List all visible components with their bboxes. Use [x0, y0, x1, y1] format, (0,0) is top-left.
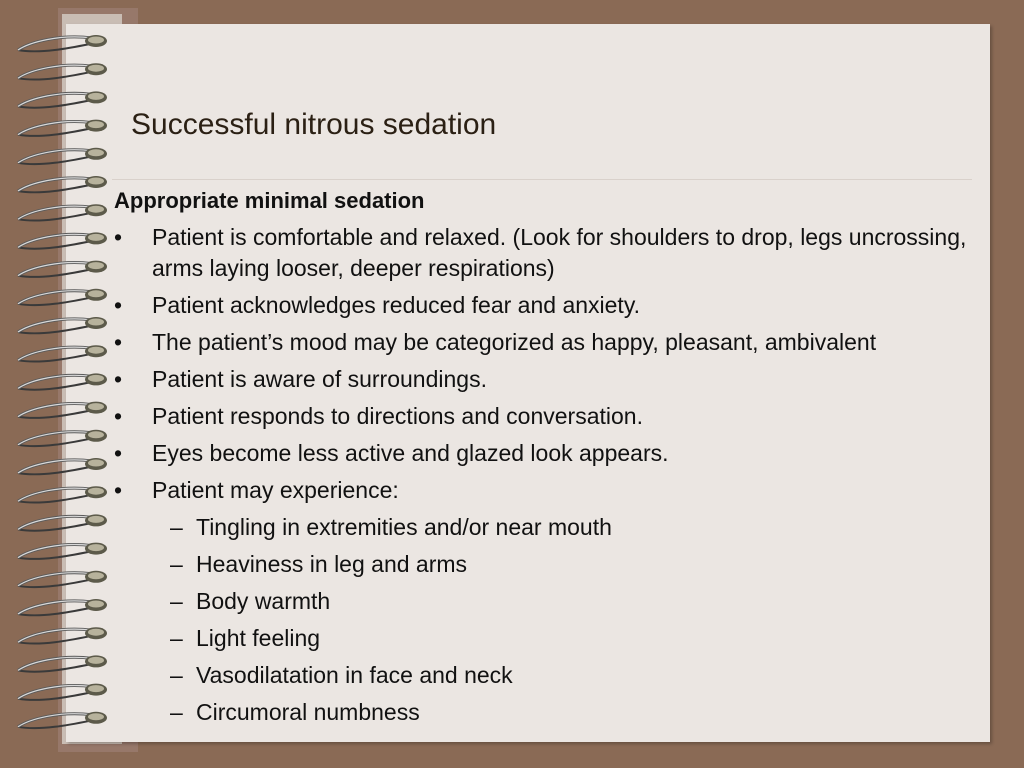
sub-list — [114, 512, 974, 728]
spiral-ring-icon — [18, 543, 107, 559]
spiral-ring-icon — [18, 571, 107, 587]
dash-icon: – — [170, 662, 183, 688]
sub-list-item — [114, 512, 974, 543]
spiral-ring-icon — [18, 402, 107, 418]
spiral-ring-icon — [18, 430, 107, 446]
sub-list-item-text: Tingling in extremities and/or near mouth — [196, 514, 612, 540]
spiral-ring-icon — [18, 176, 107, 192]
bullet-icon: • — [114, 403, 123, 429]
spiral-ring-icon — [18, 627, 107, 643]
list-item-text: Patient is comfortable and relaxed. (Look for shoulders to drop, legs uncrossing, arms laying looser, deeper respirations) — [152, 224, 967, 281]
list-item-text: Eyes become less active and glazed look appears. — [152, 440, 669, 466]
spiral-ring-icon — [18, 345, 107, 361]
spiral-ring-icon — [18, 35, 107, 51]
list-item — [114, 401, 974, 432]
list-item-text: The patient’s mood may be categorized as happy, pleasant, ambivalent — [152, 329, 877, 355]
spiral-ring-icon — [18, 63, 107, 79]
bullet-icon: • — [114, 292, 123, 318]
sub-list-item-text: Heaviness in leg and arms — [196, 551, 468, 577]
list-item — [114, 438, 974, 469]
spiral-ring-icon — [18, 261, 107, 277]
dash-icon: – — [170, 588, 183, 614]
bullet-icon: • — [114, 224, 123, 250]
spiral-ring-icon — [18, 655, 107, 671]
spiral-ring-icon — [18, 120, 107, 136]
spiral-ring-icon — [18, 148, 107, 164]
dash-icon: – — [170, 514, 183, 540]
spiral-binding-icon — [0, 0, 130, 768]
sub-list-item-text: Body warmth — [196, 588, 331, 614]
sub-list-item-text: Circumoral numbness — [196, 699, 420, 725]
spiral-ring-icon — [18, 373, 107, 389]
sub-list-item — [114, 623, 974, 654]
list-item — [114, 327, 974, 358]
bullet-icon: • — [114, 329, 123, 355]
list-item-text: Patient may experience: — [152, 477, 399, 503]
bullet-list — [114, 222, 974, 506]
slide-title: Successful nitrous sedation — [131, 108, 497, 141]
section-heading: Appropriate minimal sedation — [114, 188, 425, 213]
title-divider — [112, 179, 972, 180]
spiral-ring-icon — [18, 289, 107, 305]
sub-list-item — [114, 660, 974, 691]
slide-content — [114, 186, 974, 734]
dash-icon: – — [170, 551, 183, 577]
spiral-ring-icon — [18, 91, 107, 107]
dash-icon: – — [170, 699, 183, 725]
spiral-ring-icon — [18, 514, 107, 530]
bullet-icon: • — [114, 477, 123, 503]
sub-list-item-text: Light feeling — [196, 625, 321, 651]
bullet-icon: • — [114, 440, 123, 466]
dash-icon: – — [170, 625, 183, 651]
sub-list-item — [114, 549, 974, 580]
sub-list-item — [114, 697, 974, 728]
list-item — [114, 475, 974, 506]
list-item — [114, 222, 974, 284]
spiral-ring-icon — [18, 317, 107, 333]
spiral-ring-icon — [18, 712, 107, 728]
list-item — [114, 364, 974, 395]
sub-list-item-text: Vasodilatation in face and neck — [196, 662, 513, 688]
spiral-ring-icon — [18, 232, 107, 248]
spiral-ring-icon — [18, 458, 107, 474]
bullet-icon: • — [114, 366, 123, 392]
list-item-text: Patient acknowledges reduced fear and anxiety. — [152, 292, 640, 318]
list-item-text: Patient is aware of surroundings. — [152, 366, 487, 392]
list-item-text: Patient responds to directions and conversation. — [152, 403, 643, 429]
spiral-ring-icon — [18, 204, 107, 220]
spiral-ring-icon — [18, 599, 107, 615]
spiral-ring-icon — [18, 684, 107, 700]
list-item — [114, 290, 974, 321]
sub-list-item — [114, 586, 974, 617]
spiral-ring-icon — [18, 486, 107, 502]
